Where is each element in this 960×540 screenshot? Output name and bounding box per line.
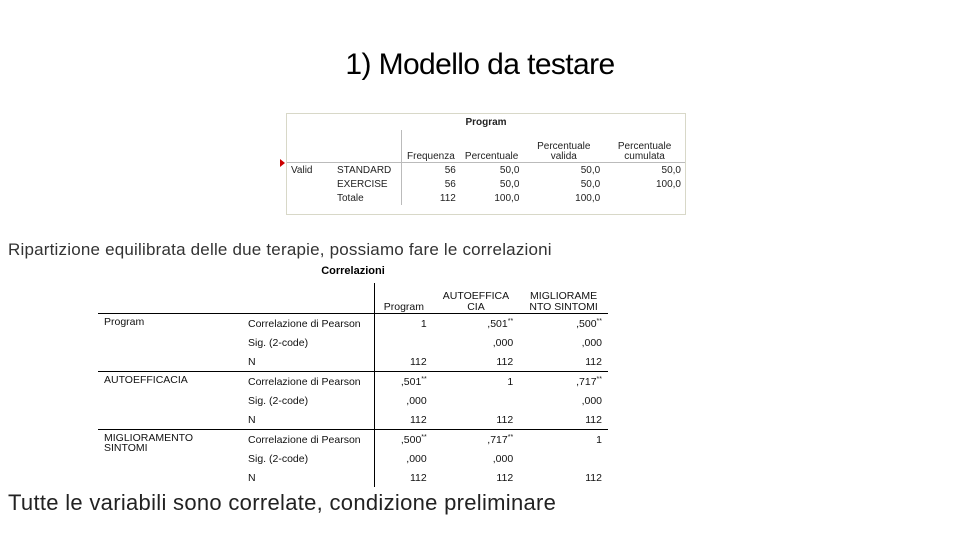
cell: 1 [433, 372, 519, 392]
table-row [287, 177, 685, 191]
cell: ,717** [433, 430, 519, 450]
cell: 112 [496, 471, 514, 484]
stat-label: Correlazione di Pearson [242, 372, 375, 392]
cell: ,501** [433, 314, 519, 334]
cell: ,717** [519, 372, 608, 392]
row-label: EXERCISE [337, 178, 388, 190]
variable-label: MIGLIORAMENTO SINTOMI [98, 430, 242, 488]
significance-mark: ** [507, 317, 514, 325]
stat-label: Sig. (2-code) [248, 394, 309, 407]
body-text-partition: Ripartizione equilibrata delle due terapie, possiamo fare le correlazioni [8, 240, 552, 259]
header-2: MIGLIORAME NTO SINTOMI [519, 283, 608, 314]
cell: 56 [402, 177, 460, 191]
significance-mark: ** [507, 433, 514, 441]
cell: 50,0 [499, 178, 520, 190]
cell: 100,0 [575, 192, 601, 204]
row-marker-icon [280, 159, 285, 167]
significance-mark: ** [421, 433, 427, 441]
cell: 112 [375, 468, 433, 487]
table-row [98, 314, 608, 334]
significance-mark: ** [421, 375, 427, 383]
cell: 100,0 [494, 192, 520, 204]
table-row [98, 372, 608, 392]
stat-label: Sig. (2-code) [248, 336, 309, 349]
cell: ,000 [492, 452, 514, 465]
cell: 112 [375, 410, 433, 430]
frequency-table-panel [286, 113, 686, 215]
slide-title: 1) Modello da testare [345, 48, 615, 81]
cell: 50,0 [661, 164, 681, 176]
stat-label: Correlazione di Pearson [242, 430, 375, 450]
correlation-table-caption: Correlazioni [321, 265, 385, 277]
frequency-table [287, 114, 685, 205]
cell [375, 333, 433, 352]
cell: ,000 [581, 394, 602, 407]
cell [433, 391, 519, 410]
table-row [98, 430, 608, 450]
cell: ,500** [519, 314, 608, 334]
stat-label: Sig. (2-code) [248, 452, 309, 465]
cell: 112 [585, 413, 602, 426]
stat-label: Correlazione di Pearson [242, 314, 375, 334]
stat-label: N [248, 471, 256, 484]
header-percentuale: Percentuale [460, 130, 524, 163]
cell: ,000 [581, 336, 602, 349]
cell: ,000 [375, 449, 433, 468]
cell: 112 [375, 352, 433, 372]
cell: ,000 [492, 336, 514, 349]
header-0: Program [375, 283, 433, 314]
variable-label: Program [98, 314, 242, 372]
stat-label: N [248, 355, 256, 368]
cell: ,501** [375, 372, 433, 392]
cell [519, 449, 608, 468]
row-group-label: Valid [291, 164, 313, 176]
cell: 1 [519, 430, 608, 450]
stat-label: N [248, 413, 256, 426]
cell: 50,0 [499, 164, 520, 176]
cell: 112 [585, 471, 602, 484]
significance-mark: ** [596, 375, 602, 383]
cell: 112 [496, 413, 514, 426]
cell: 100,0 [655, 178, 681, 190]
cell: 112 [402, 191, 460, 205]
cell: 56 [402, 163, 460, 178]
header-1: AUTOEFFICA CIA [433, 283, 519, 314]
cell: 50,0 [580, 178, 601, 190]
frequency-table-caption: Program [465, 116, 507, 128]
table-row [287, 163, 685, 178]
cell: ,500** [375, 430, 433, 450]
cell: ,000 [375, 391, 433, 410]
correlation-table-header [98, 283, 608, 314]
table-row [287, 191, 685, 205]
variable-label: AUTOEFFICACIA [98, 372, 242, 430]
row-label: STANDARD [337, 164, 392, 176]
row-label: Totale [337, 192, 364, 204]
frequency-table-header [287, 130, 685, 163]
correlation-table [98, 283, 608, 487]
cell: 50,0 [580, 164, 601, 176]
cell: 1 [375, 314, 433, 334]
cell: 112 [585, 355, 602, 368]
body-text-conclusion: Tutte le variabili sono correlate, condizione preliminare [8, 490, 557, 515]
header-percentuale-cumulata: Percentuale cumulata [604, 130, 685, 163]
header-frequenza: Frequenza [402, 130, 460, 163]
significance-mark: ** [596, 317, 602, 325]
cell [604, 191, 685, 205]
header-percentuale-valida: Percentuale valida [523, 130, 604, 163]
cell: 112 [496, 355, 514, 368]
